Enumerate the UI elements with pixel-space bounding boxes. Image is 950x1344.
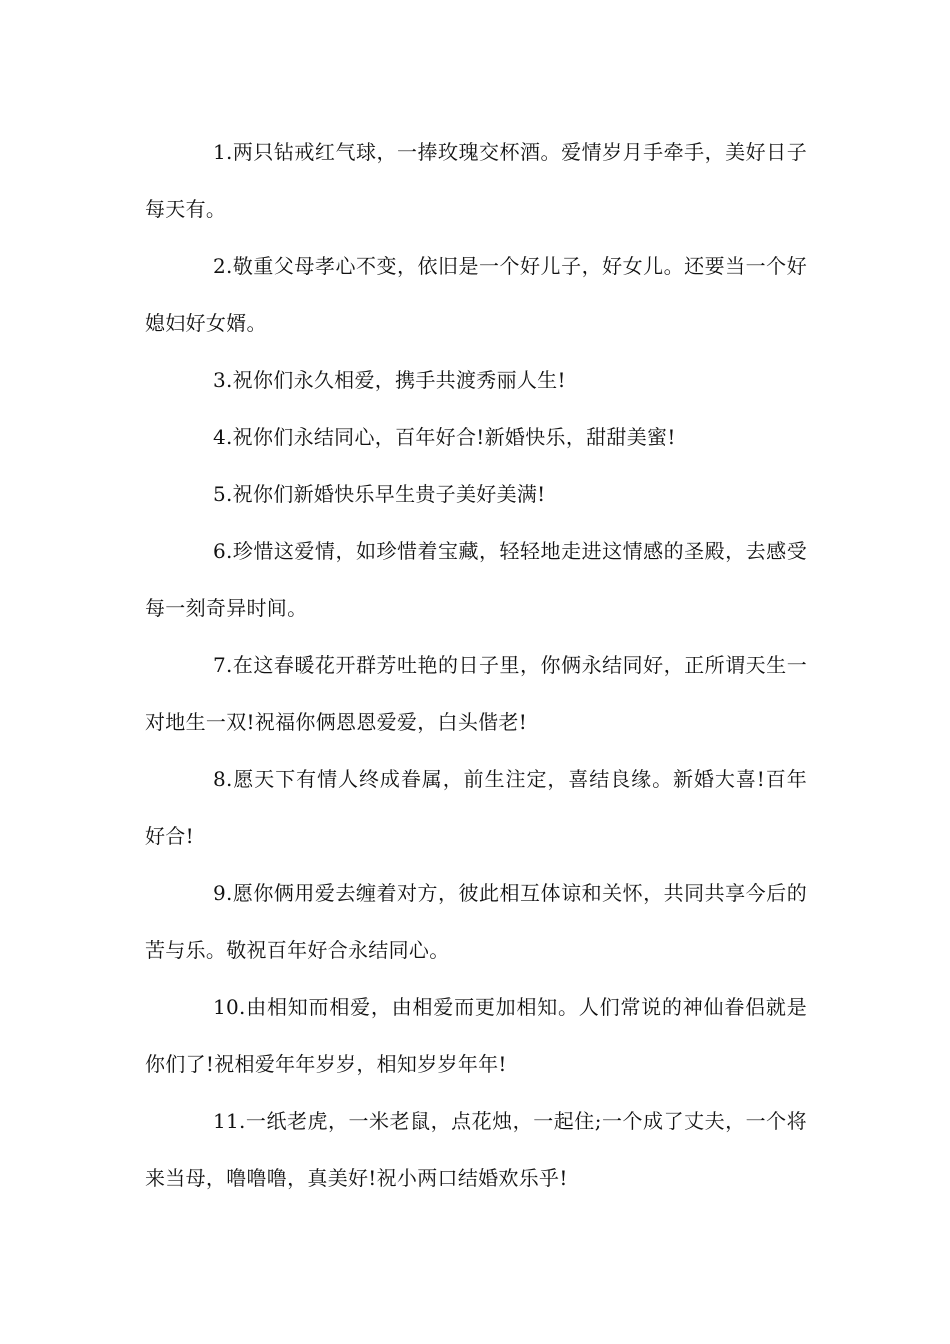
document-body <box>145 124 807 1207</box>
paragraph-8: 8.愿天下有情人终成眷属，前生注定，喜结良缘。新婚大喜!百年好合! <box>145 767 807 848</box>
paragraph-1: 1.两只钻戒红气球，一捧玫瑰交杯酒。爱情岁月手牵手，美好日子每天有。 <box>145 140 807 221</box>
paragraph-11: 11.一纸老虎，一米老鼠，点花烛，一起住;一个成了丈夫，一个将来当母，噜噜噜，真美好!祝小两口结婚欢乐乎! <box>145 1109 807 1190</box>
paragraph-7: 7.在这春暖花开群芳吐艳的日子里，你俩永结同好，正所谓天生一对地生一双!祝福你俩恩恩爱爱，白头偕老! <box>145 653 807 734</box>
paragraph-9: 9.愿你俩用爱去缠着对方，彼此相互体谅和关怀，共同共享今后的苦与乐。敬祝百年好合永结同心。 <box>145 881 807 962</box>
paragraph-10: 10.由相知而相爱，由相爱而更加相知。人们常说的神仙眷侣就是你们了!祝相爱年年岁岁，相知岁岁年年! <box>145 995 807 1076</box>
paragraph-5: 5.祝你们新婚快乐早生贵子美好美满! <box>213 482 546 506</box>
paragraph-6: 6.珍惜这爱情，如珍惜着宝藏，轻轻地走进这情感的圣殿，去感受每一刻奇异时间。 <box>145 539 807 620</box>
paragraph-3: 3.祝你们永久相爱，携手共渡秀丽人生! <box>213 368 566 392</box>
paragraph-4: 4.祝你们永结同心，百年好合!新婚快乐，甜甜美蜜! <box>213 425 676 449</box>
paragraph-2: 2.敬重父母孝心不变，依旧是一个好儿子，好女儿。还要当一个好媳妇好女婿。 <box>145 254 807 335</box>
